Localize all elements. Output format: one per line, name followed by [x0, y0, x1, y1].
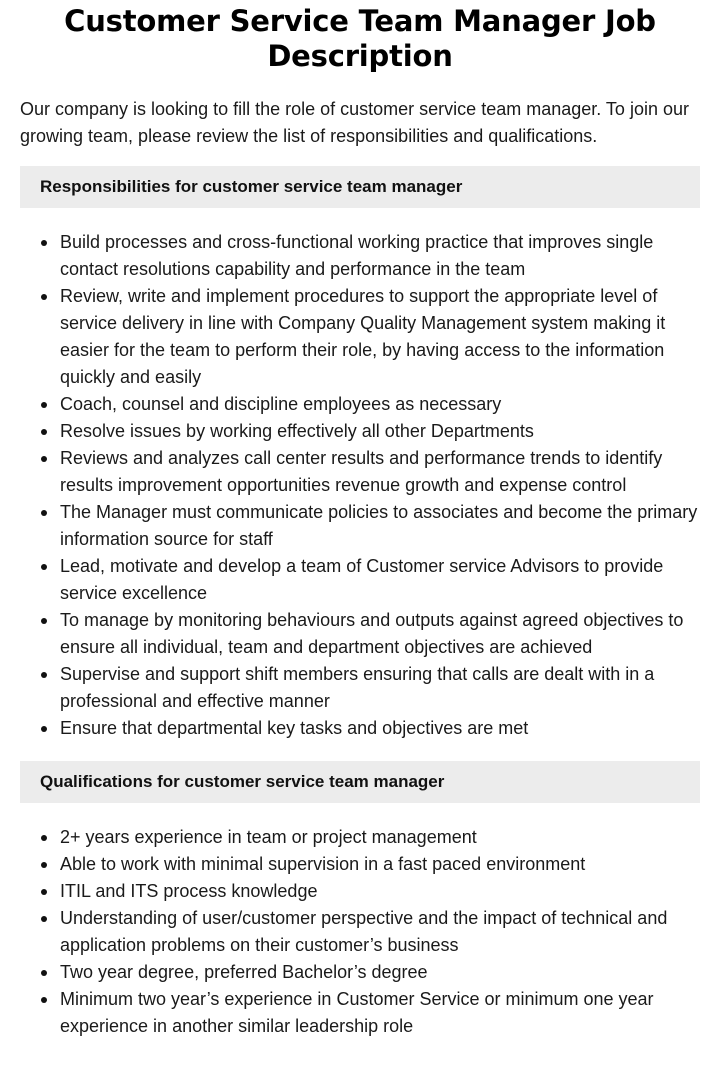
bullet-icon: [41, 835, 47, 841]
list-item: [20, 391, 700, 418]
intro-paragraph: Our company is looking to fill the role of customer service team manager. To join our growing team, please review the list of responsibilities and qualifications.: [20, 99, 689, 146]
list-item-text: To manage by monitoring behaviours and outputs against agreed objectives to ensure all individual, team and department objectives are achieved: [60, 610, 684, 657]
list-item-text: Understanding of user/customer perspective and the impact of technical and application problems on their customer’s business: [60, 908, 668, 955]
list-item: [20, 283, 700, 391]
bullet-icon: [41, 402, 47, 408]
list-item: [20, 715, 700, 742]
list-item: [20, 418, 700, 445]
list-item: [20, 851, 700, 878]
list-item-text: ITIL and ITS process knowledge: [60, 881, 318, 901]
list-item-text: Able to work with minimal supervision in a fast paced environment: [60, 854, 586, 874]
responsibilities-heading: Responsibilities for customer service team manager: [20, 166, 700, 208]
qualifications-list: [20, 824, 700, 1040]
list-item-text: The Manager must communicate policies to associates and become the primary information source for staff: [60, 502, 698, 549]
responsibilities-list: [20, 229, 700, 742]
page-title: Customer Service Team Manager Job Description: [64, 4, 656, 73]
bullet-icon: [41, 564, 47, 570]
list-item: [20, 445, 700, 499]
list-item-text: Ensure that departmental key tasks and objectives are met: [60, 718, 529, 738]
bullet-icon: [41, 970, 47, 976]
list-item: [20, 878, 700, 905]
bullet-icon: [41, 672, 47, 678]
job-description-page: [0, 4, 720, 1069]
list-item: [20, 607, 700, 661]
list-item: [20, 959, 700, 986]
list-item-text: Build processes and cross-functional working practice that improves single contact resolutions capability and performance in the team: [60, 232, 654, 279]
list-item-text: Resolve issues by working effectively all other Departments: [60, 421, 534, 441]
list-item: [20, 661, 700, 715]
list-item: [20, 986, 700, 1040]
bullet-icon: [41, 510, 47, 516]
list-item-text: Lead, motivate and develop a team of Customer service Advisors to provide service excellence: [60, 556, 664, 603]
list-item-text: Review, write and implement procedures to support the appropriate level of service delivery in line with Company Quality Management system making it easier for the team to perform their role, by having access to the information quickly and easily: [60, 286, 666, 387]
list-item: [20, 229, 700, 283]
list-item: [20, 824, 700, 851]
list-item: [20, 553, 700, 607]
list-item-text: Supervise and support shift members ensuring that calls are dealt with in a professional and effective manner: [60, 664, 655, 711]
list-item-text: Two year degree, preferred Bachelor’s degree: [60, 962, 428, 982]
bullet-icon: [41, 862, 47, 868]
bullet-icon: [41, 429, 47, 435]
list-item-text: 2+ years experience in team or project management: [60, 827, 477, 847]
bullet-icon: [41, 618, 47, 624]
list-item-text: Reviews and analyzes call center results and performance trends to identify results improvement opportunities revenue growth and expense control: [60, 448, 663, 495]
bullet-icon: [41, 916, 47, 922]
bullet-icon: [41, 294, 47, 300]
list-item: [20, 499, 700, 553]
list-item-text: Coach, counsel and discipline employees as necessary: [60, 394, 502, 414]
bullet-icon: [41, 726, 47, 732]
bullet-icon: [41, 240, 47, 246]
bullet-icon: [41, 889, 47, 895]
bullet-icon: [41, 997, 47, 1003]
list-item: [20, 905, 700, 959]
qualifications-heading: Qualifications for customer service team manager: [20, 761, 700, 803]
list-item-text: Minimum two year’s experience in Customer Service or minimum one year experience in another similar leadership role: [60, 989, 654, 1036]
bullet-icon: [41, 456, 47, 462]
